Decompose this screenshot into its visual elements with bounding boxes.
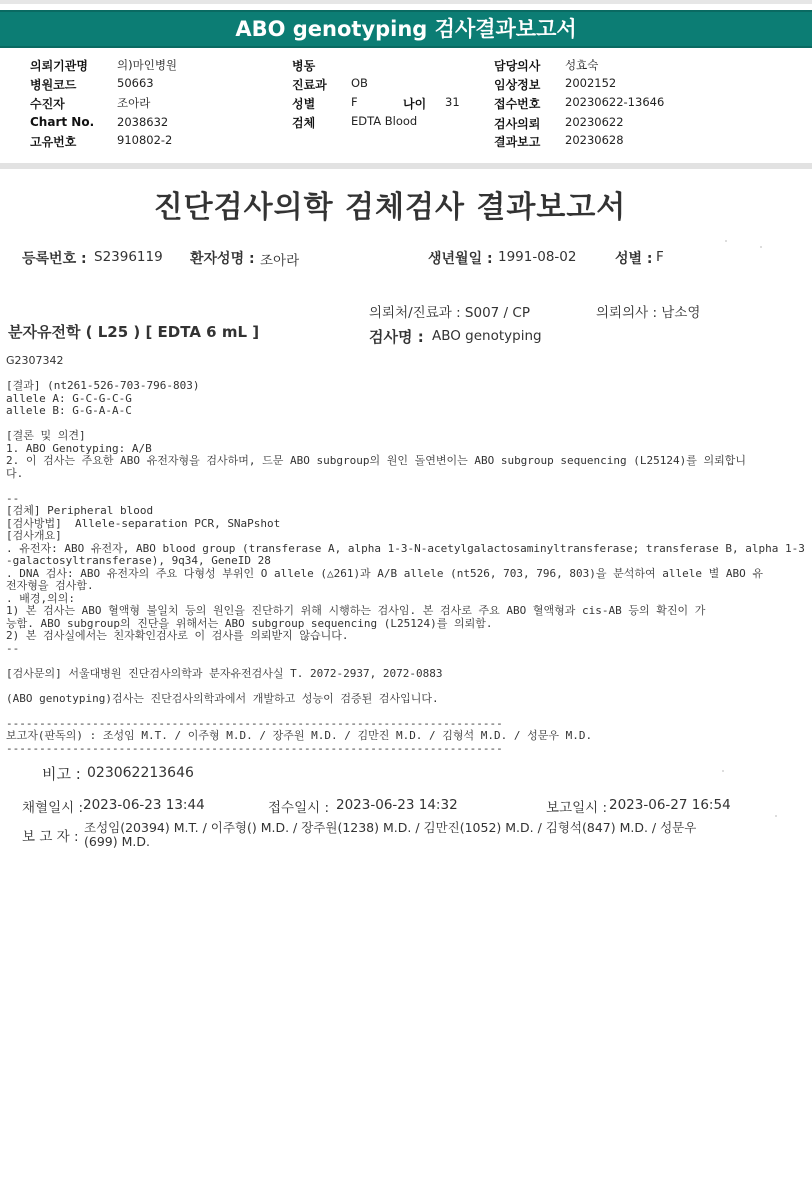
unique-id-label: 고유번호 <box>30 135 77 149</box>
receive-time-value: 2023-06-23 14:32 <box>336 797 458 813</box>
requesting-doctor: 의뢰의사 : 남소영 <box>596 305 701 321</box>
reporter-line-2: (699) M.D. <box>84 834 150 849</box>
report-body-line: 다. <box>6 466 24 480</box>
report-body-line: 2) 본 검사실에서는 친자확인검사로 이 검사를 의뢰받지 않습니다. <box>6 629 349 642</box>
section-title: 분자유전학 ( L25 ) [ EDTA 6 mL ] <box>8 323 260 341</box>
scan-speck <box>725 240 727 242</box>
report-body-line: allele A: G-C-G-C-G <box>6 391 132 405</box>
department-label: 진료과 <box>292 78 327 92</box>
scan-speck <box>775 815 777 817</box>
result-date-label: 결과보고 <box>494 135 541 149</box>
reporter-label: 보 고 자 : <box>22 829 79 845</box>
report-body-line: . 유전자: ABO 유전자, ABO blood group (transferase A, alpha 1-3-N-acetylgalactosaminyltransferase; transferase B, alpha 1-3 <box>6 541 805 555</box>
dob-label: 생년월일 : <box>428 251 493 267</box>
report-sex-value: F <box>656 249 664 265</box>
request-date-value: 20230622 <box>565 115 624 129</box>
clinical-info-label: 임상정보 <box>494 78 541 92</box>
accession-value: 20230622-13646 <box>565 95 665 109</box>
physician-value: 성효숙 <box>565 58 599 72</box>
age-label: 나이 <box>403 97 427 111</box>
report-body-line: 1) 본 검사는 ABO 혈액형 불일치 등의 원인을 진단하기 위해 시행하는 검사임. 본 검사로 주요 ABO 혈액형과 cis-AB 등의 확진이 가 <box>6 604 706 617</box>
report-body-line: 전자형을 검사함. <box>6 579 94 592</box>
report-body-line: [검사개요] <box>6 529 62 542</box>
report-body-line: -galactosyltransferase), 9q34, GeneID 28 <box>6 554 271 567</box>
note-label: 비고 : <box>42 765 81 783</box>
scan-speck <box>760 246 762 248</box>
report-time-value: 2023-06-27 16:54 <box>609 797 731 813</box>
clinical-info-value: 2002152 <box>565 76 617 90</box>
institution-value: 의)마인병원 <box>117 58 178 72</box>
registration-label: 등록번호 : <box>22 251 87 267</box>
sex-value: F <box>351 95 358 109</box>
institution-label: 의뢰기관명 <box>30 59 88 73</box>
report-body-line: 1. ABO Genotyping: A/B <box>6 441 152 455</box>
test-name-label: 검사명 : <box>369 328 424 346</box>
reporter-line-1: 조성임(20394) M.T. / 이주형() M.D. / 장주원(1238) M.D. / 김만진(1052) M.D. / 김형석(847) M.D. / 성문우 <box>84 820 697 835</box>
report-body-line: --------------------------------------------------------------------------- <box>6 716 503 730</box>
accession-label: 접수번호 <box>494 97 541 111</box>
report-body-line: -- <box>6 641 20 655</box>
registration-value: S2396119 <box>94 249 163 265</box>
report-body-line: [검사방법] Allele-separation PCR, SNaPshot <box>6 516 281 530</box>
patient-value: 조아라 <box>117 96 151 110</box>
specimen-label: 검체 <box>292 116 316 130</box>
specimen-value: EDTA Blood <box>351 114 418 128</box>
report-body-line: 2. 이 검사는 주요한 ABO 유전자형을 검사하며, 드문 ABO subgroup의 원인 돌연변이는 ABO subgroup sequencing (L25124)를 의뢰합니 <box>6 454 747 467</box>
dob-value: 1991-08-02 <box>498 249 577 265</box>
request-date-label: 검사의뢰 <box>494 117 541 131</box>
hospital-code-label: 병원코드 <box>30 78 77 92</box>
report-body-line: --------------------------------------------------------------------------- <box>6 741 503 755</box>
patient-name-label: 환자성명 : <box>190 251 255 267</box>
report-banner-title: ABO genotyping 검사결과보고서 <box>0 10 812 48</box>
report-body-line: allele B: G-G-A-A-C <box>6 404 132 417</box>
draw-time-label: 채혈일시 : <box>22 800 84 816</box>
patient-label: 수진자 <box>30 97 65 111</box>
report-title: 진단검사의학 검체검사 결과보고서 <box>153 190 627 225</box>
ward-label: 병동 <box>292 59 316 73</box>
chart-no-label: Chart No. <box>30 115 95 129</box>
header-divider <box>0 163 812 169</box>
report-body-line: . DNA 검사: ABO 유전자의 주요 다형성 부위인 O allele (△261)과 A/B allele (nt526, 703, 796, 803)을 분석하여 allele 별 ABO 유 <box>6 566 763 580</box>
report-sex-label: 성별 : <box>615 251 653 267</box>
report-body-line: [검사문의] 서울대병원 진단검사의학과 분자유전검사실 T. 2072-2937, 2072-0883 <box>6 666 443 680</box>
report-body-line: (ABO genotyping)검사는 진단검사의학과에서 개발하고 성능이 검증된 검사입니다. <box>6 691 439 705</box>
report-body-line: 능함. ABO subgroup의 진단을 위해서는 ABO subgroup sequencing (L25124)를 의뢰함. <box>6 616 493 630</box>
scan-speck <box>722 770 724 772</box>
report-body-line: [검체] Peripheral blood <box>6 504 154 517</box>
draw-time-value: 2023-06-23 13:44 <box>83 797 205 813</box>
report-body-line: . 배경,의의: <box>6 591 75 605</box>
test-name-value: ABO genotyping <box>432 328 542 344</box>
requesting-dept: 의뢰처/진료과 : S007 / CP <box>369 305 530 321</box>
patient-name-value: 조아라 <box>260 253 300 269</box>
report-body-line: -- <box>6 491 20 505</box>
receive-time-label: 접수일시 : <box>268 800 330 816</box>
chart-no-value: 2038632 <box>117 115 169 129</box>
specimen-number: G2307342 <box>6 354 64 367</box>
result-date-value: 20230628 <box>565 133 624 147</box>
report-time-label: 보고일시 : <box>546 800 608 816</box>
report-body-line: 보고자(판독의) : 조성임 M.T. / 이주형 M.D. / 장주원 M.D. / 김만진 M.D. / 김형석 M.D. / 성문우 M.D. <box>6 729 593 742</box>
report-body-line: [결론 및 의견] <box>6 429 86 442</box>
sex-label: 성별 <box>292 97 316 111</box>
age-value: 31 <box>445 95 460 109</box>
report-body-line: [결과] (nt261-526-703-796-803) <box>6 379 200 392</box>
department-value: OB <box>351 76 368 90</box>
top-border <box>0 0 812 4</box>
physician-label: 담당의사 <box>494 59 541 73</box>
hospital-code-value: 50663 <box>117 76 154 90</box>
note-value: 023062213646 <box>87 765 194 781</box>
unique-id-value: 910802-2 <box>117 133 173 147</box>
